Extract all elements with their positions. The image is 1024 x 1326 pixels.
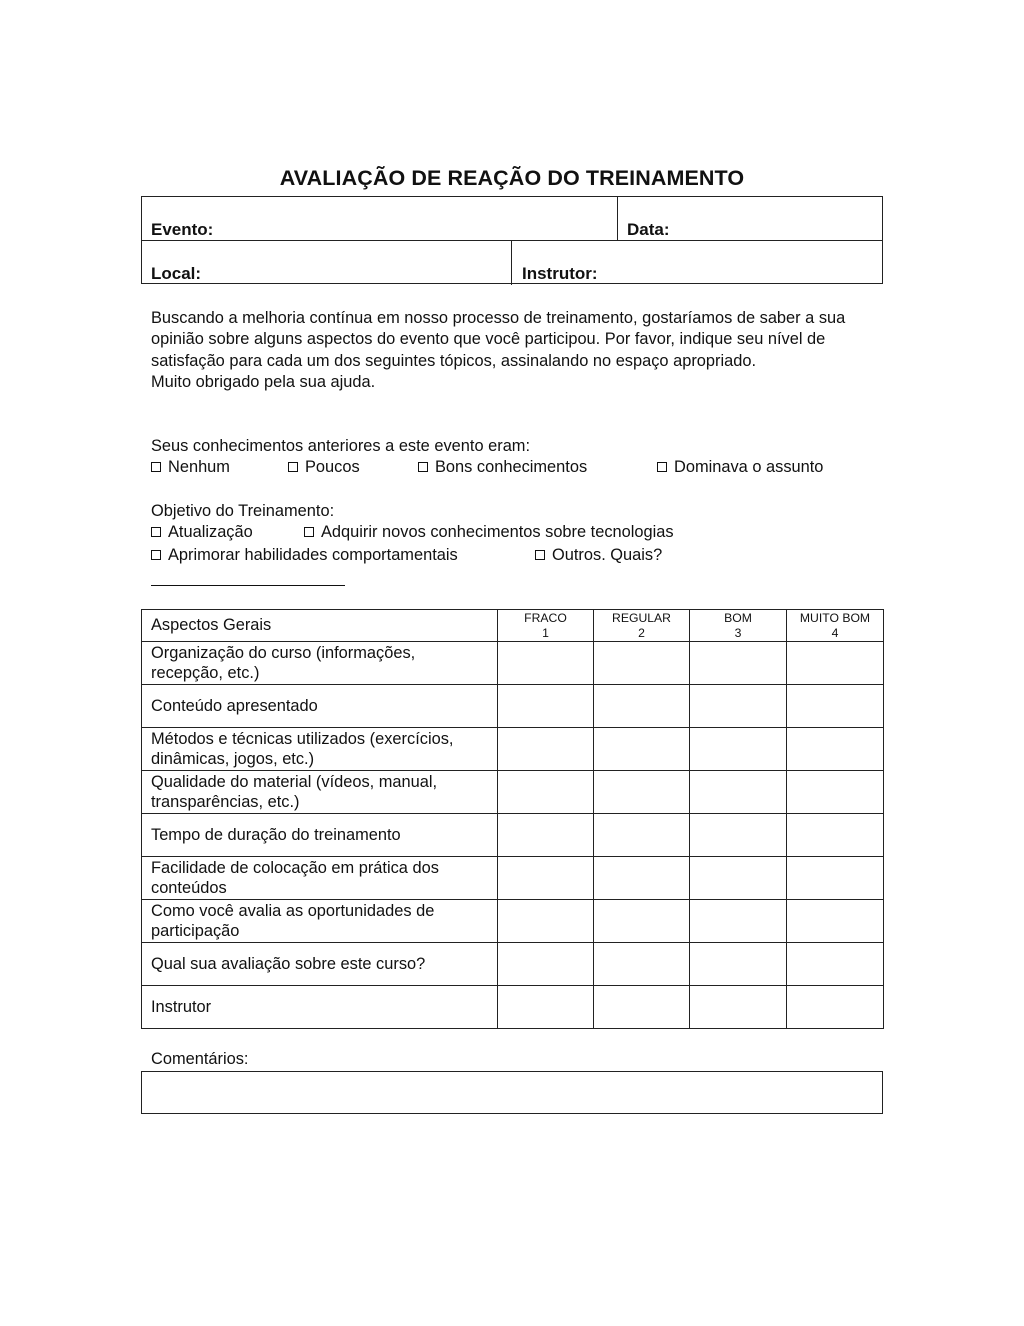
knowledge-option-nenhum[interactable]: Nenhum <box>151 458 230 477</box>
rating-cell-bom[interactable] <box>690 857 787 900</box>
checkbox-icon[interactable] <box>151 527 161 537</box>
data-field[interactable]: Data: <box>627 220 670 239</box>
checkbox-icon[interactable] <box>304 527 314 537</box>
rating-table <box>141 609 884 1029</box>
rating-cell-muito-bom[interactable] <box>787 986 884 1029</box>
table-row <box>142 685 884 728</box>
rating-cell-bom[interactable] <box>690 771 787 814</box>
rating-cell-fraco[interactable] <box>498 857 594 900</box>
form-title: AVALIAÇÃO DE REAÇÃO DO TREINAMENTO <box>279 166 745 190</box>
header-info-box <box>141 196 883 284</box>
rating-cell-fraco[interactable] <box>498 814 594 857</box>
checkbox-icon[interactable] <box>657 462 667 472</box>
rating-cell-regular[interactable] <box>594 986 690 1029</box>
rating-header-row <box>142 610 884 642</box>
rating-cell-muito-bom[interactable] <box>787 857 884 900</box>
local-field[interactable]: Local: <box>151 264 202 283</box>
table-row <box>142 642 884 685</box>
knowledge-question: Seus conhecimentos anteriores a este evento eram: <box>151 437 531 455</box>
rating-cell-bom[interactable] <box>690 728 787 771</box>
rating-header-fraco: FRACO 1 <box>498 610 594 642</box>
rating-cell-muito-bom[interactable] <box>787 900 884 943</box>
rating-cell-fraco[interactable] <box>498 642 594 685</box>
rating-cell-regular[interactable] <box>594 814 690 857</box>
rating-cell-fraco[interactable] <box>498 943 594 986</box>
objective-question: Objetivo do Treinamento: <box>151 502 335 520</box>
rating-cell-muito-bom[interactable] <box>787 771 884 814</box>
rating-cell-regular[interactable] <box>594 857 690 900</box>
evento-field[interactable]: Evento: <box>151 220 214 239</box>
aspectos-gerais-header: Aspectos Gerais <box>142 610 498 642</box>
aspect-label: Qual sua avaliação sobre este curso? <box>142 943 498 986</box>
rating-cell-bom[interactable] <box>690 943 787 986</box>
intro-text <box>151 308 871 393</box>
rating-cell-bom[interactable] <box>690 685 787 728</box>
rating-cell-fraco[interactable] <box>498 986 594 1029</box>
rating-header-bom: BOM 3 <box>690 610 787 642</box>
checkbox-icon[interactable] <box>288 462 298 472</box>
rating-cell-regular[interactable] <box>594 728 690 771</box>
aspect-label: Organização do curso (informações, recepção, etc.) <box>142 642 498 685</box>
table-row <box>142 728 884 771</box>
header-divider-bottom <box>511 240 512 285</box>
rating-cell-regular[interactable] <box>594 771 690 814</box>
objective-option-outros[interactable]: Outros. Quais? <box>535 546 662 565</box>
aspect-label: Qualidade do material (vídeos, manual, transparências, etc.) <box>142 771 498 814</box>
rating-cell-muito-bom[interactable] <box>787 943 884 986</box>
rating-cell-fraco[interactable] <box>498 728 594 771</box>
rating-cell-regular[interactable] <box>594 943 690 986</box>
comments-field[interactable] <box>141 1071 883 1114</box>
header-divider-horizontal <box>142 240 882 241</box>
rating-cell-regular[interactable] <box>594 685 690 728</box>
rating-cell-muito-bom[interactable] <box>787 814 884 857</box>
rating-cell-fraco[interactable] <box>498 685 594 728</box>
rating-header-regular: REGULAR 2 <box>594 610 690 642</box>
aspect-label: Como você avalia as oportunidades de participação <box>142 900 498 943</box>
rating-cell-fraco[interactable] <box>498 900 594 943</box>
rating-cell-regular[interactable] <box>594 642 690 685</box>
outros-answer-line[interactable] <box>151 585 345 586</box>
comments-label: Comentários: <box>151 1050 249 1068</box>
knowledge-option-poucos[interactable]: Poucos <box>288 458 360 477</box>
objective-option-atualizacao[interactable]: Atualização <box>151 523 253 542</box>
rating-cell-muito-bom[interactable] <box>787 685 884 728</box>
checkbox-icon[interactable] <box>151 550 161 560</box>
intro-paragraph: Buscando a melhoria contínua em nosso processo de treinamento, gostaríamos de saber a sua opinião sobre alguns aspectos do evento que você participou. Por favor, indique seu nível de satisfação para cada um dos seguintes tópicos, assinalando no espaço apropriado. <box>151 309 846 370</box>
aspect-label: Métodos e técnicas utilizados (exercícios, dinâmicas, jogos, etc.) <box>142 728 498 771</box>
rating-cell-muito-bom[interactable] <box>787 728 884 771</box>
table-row <box>142 814 884 857</box>
knowledge-option-bons[interactable]: Bons conhecimentos <box>418 458 587 477</box>
table-row <box>142 943 884 986</box>
table-row <box>142 900 884 943</box>
table-row <box>142 857 884 900</box>
objective-option-adquirir[interactable]: Adquirir novos conhecimentos sobre tecnologias <box>304 523 674 542</box>
rating-cell-bom[interactable] <box>690 986 787 1029</box>
rating-cell-bom[interactable] <box>690 900 787 943</box>
knowledge-option-dominava[interactable]: Dominava o assunto <box>657 458 823 477</box>
rating-cell-muito-bom[interactable] <box>787 642 884 685</box>
rating-cell-regular[interactable] <box>594 900 690 943</box>
aspect-label: Conteúdo apresentado <box>142 685 498 728</box>
rating-cell-bom[interactable] <box>690 814 787 857</box>
checkbox-icon[interactable] <box>151 462 161 472</box>
table-row <box>142 986 884 1029</box>
header-divider-top <box>617 197 618 241</box>
rating-cell-bom[interactable] <box>690 642 787 685</box>
aspect-label: Facilidade de colocação em prática dos conteúdos <box>142 857 498 900</box>
intro-thanks: Muito obrigado pela sua ajuda. <box>151 372 376 391</box>
rating-cell-fraco[interactable] <box>498 771 594 814</box>
objective-option-aprimorar[interactable]: Aprimorar habilidades comportamentais <box>151 546 458 565</box>
checkbox-icon[interactable] <box>418 462 428 472</box>
aspect-label: Instrutor <box>142 986 498 1029</box>
instrutor-field[interactable]: Instrutor: <box>522 264 598 283</box>
checkbox-icon[interactable] <box>535 550 545 560</box>
table-row <box>142 771 884 814</box>
rating-header-muito-bom: MUITO BOM 4 <box>787 610 884 642</box>
aspect-label: Tempo de duração do treinamento <box>142 814 498 857</box>
